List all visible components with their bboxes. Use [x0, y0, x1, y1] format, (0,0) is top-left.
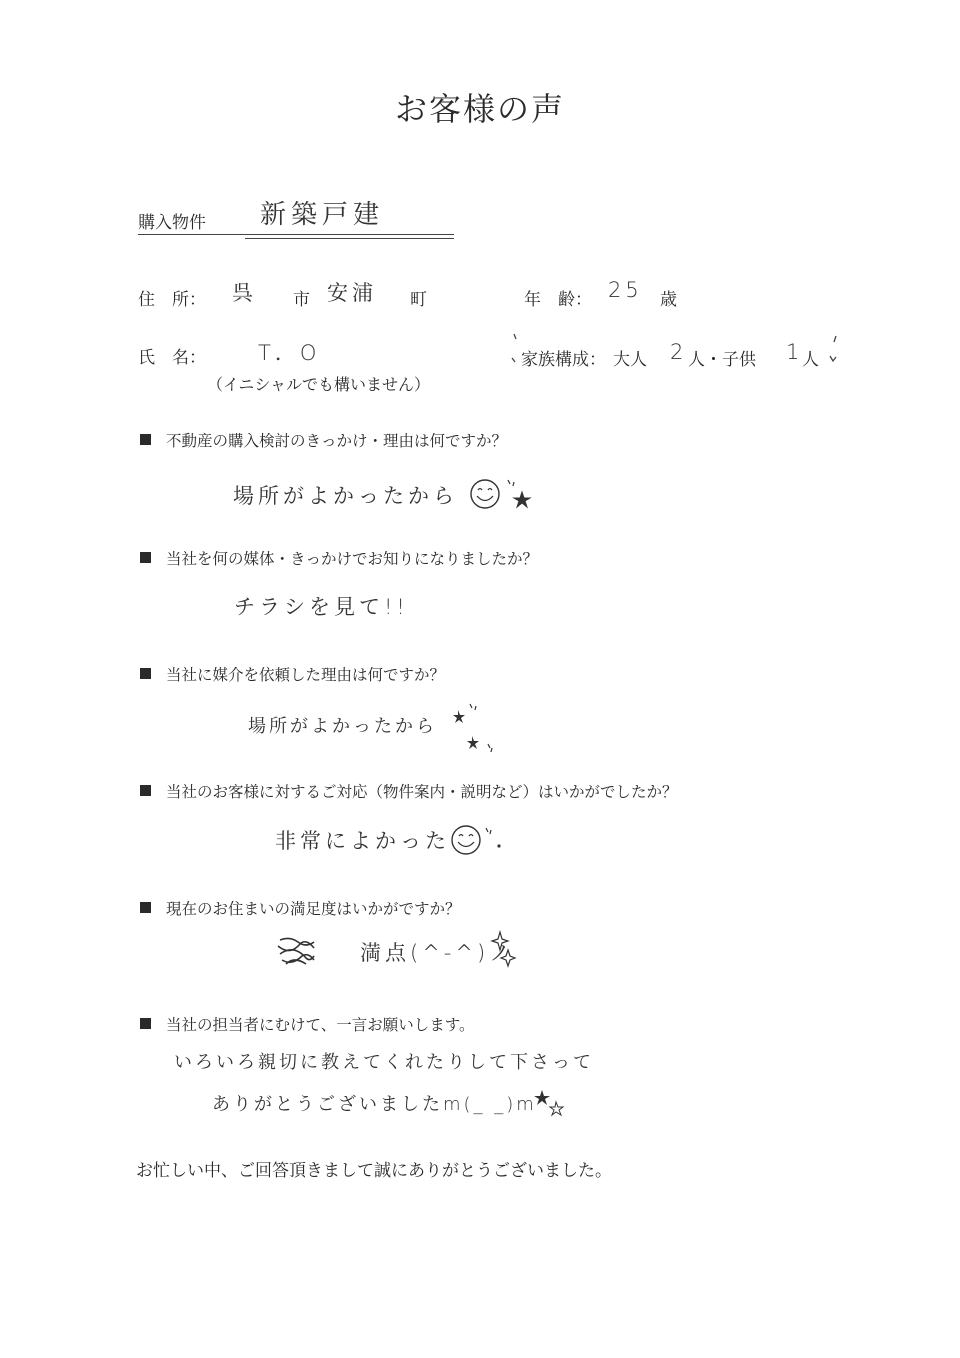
- name-value: T．O: [258, 341, 321, 365]
- question-bullet: [140, 1018, 151, 1029]
- answer-6-line-1: いろいろ親切に教えてくれたりして下さって: [174, 1052, 594, 1073]
- name-label: 氏 名：: [138, 348, 206, 368]
- family-children-unit: 人: [802, 350, 819, 370]
- family-children-value: 1: [786, 340, 804, 364]
- closing-message: お忙しい中、ご回答頂きまして誠にありがとうございました。: [136, 1161, 612, 1181]
- address-label: 住 所：: [138, 290, 206, 310]
- address-value-3: 安浦: [327, 281, 377, 305]
- age-value: 25: [608, 278, 643, 302]
- answer-4: 非常によかった: [275, 829, 450, 853]
- scribble-icon: [276, 934, 320, 968]
- question-6-text: 当社の担当者にむけて、一言お願いします。: [166, 1016, 475, 1034]
- age-label: 年 齢：: [524, 290, 592, 310]
- age-unit: 歳: [660, 290, 677, 310]
- family-adults-label: 大人: [613, 350, 647, 370]
- property-value: 新築戸建: [260, 200, 385, 230]
- question-bullet: [140, 902, 151, 913]
- family-sparkle-marks: [500, 330, 840, 370]
- question-3-text: 当社に媒介を依頼した理由は何ですか？: [166, 666, 446, 684]
- property-underline: [138, 234, 454, 235]
- question-bullet: [140, 434, 151, 445]
- smiley-icon: [450, 822, 510, 862]
- sparkle-icon: [530, 1086, 570, 1120]
- question-2-text: 当社を何の媒体・きっかけでお知りになりましたか？: [166, 550, 539, 568]
- question-bullet: [140, 668, 151, 679]
- answer-3: 場所がよかったから: [248, 716, 437, 737]
- question-4-text: 当社のお客様に対するご対応（物件案内・説明など）はいかがでしたか？: [166, 783, 678, 801]
- property-underline-2: [245, 238, 454, 239]
- family-adults-value: 2: [670, 340, 688, 364]
- smiley-icon: [468, 474, 538, 514]
- page-title: お客様の声: [394, 90, 565, 128]
- answer-5: 満点(^-^)ノ: [360, 941, 515, 965]
- address-value-2: 市: [293, 290, 310, 310]
- sparkle-icon: [448, 700, 508, 760]
- sparkle-icon: [490, 930, 520, 970]
- question-bullet: [140, 552, 151, 563]
- family-label: 家族構成：: [521, 350, 606, 370]
- question-bullet: [140, 785, 151, 796]
- question-1-text: 不動産の購入検討のきっかけ・理由は何ですか？: [166, 432, 508, 450]
- property-label: 購入物件: [138, 213, 206, 233]
- family-adults-unit: 人・子供: [688, 350, 756, 370]
- question-5-text: 現在のお住まいの満足度はいかがですか？: [166, 900, 461, 918]
- name-note: （イニシャルでも構いません）: [207, 375, 431, 394]
- answer-1: 場所がよかったから: [233, 484, 458, 508]
- address-value-4: 町: [410, 290, 427, 310]
- answer-6-line-2: ありがとうございましたm(_ _)m: [212, 1094, 537, 1115]
- answer-2: チラシを見て!!: [234, 595, 409, 619]
- address-value-1: 呉: [232, 281, 257, 305]
